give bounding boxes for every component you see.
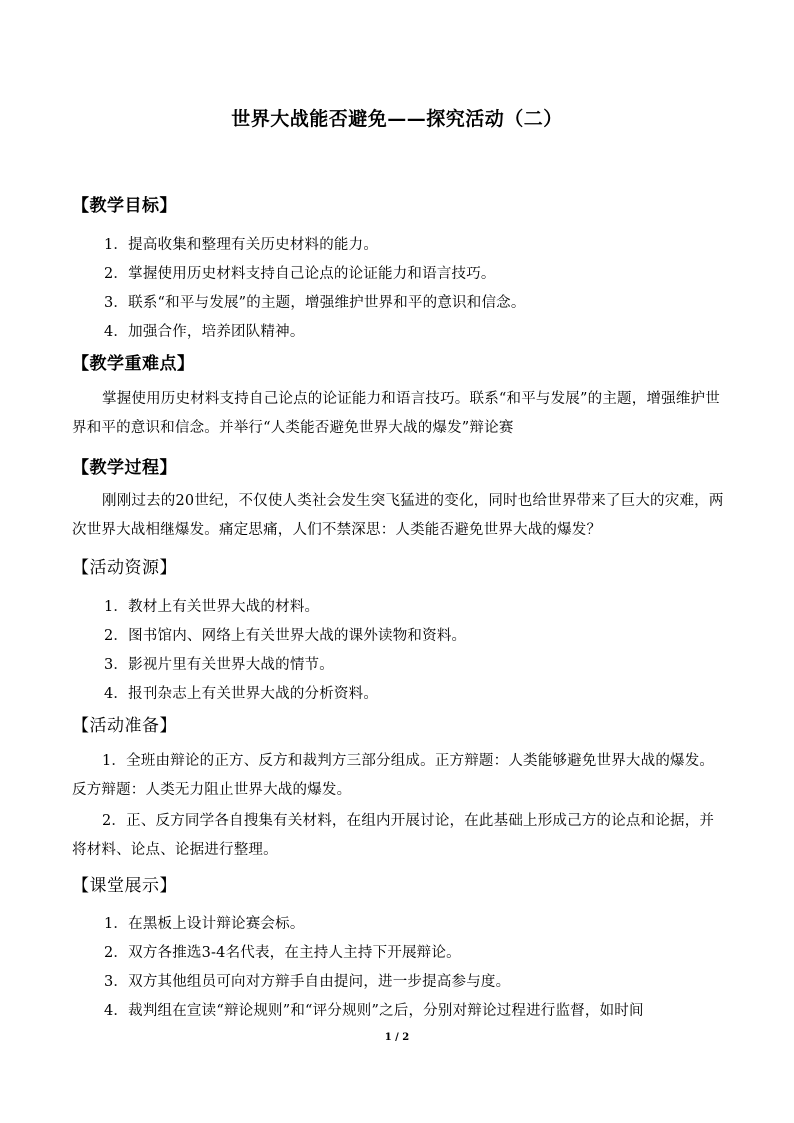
preparation-paragraph: 1．全班由辩论的正方、反方和裁判方三部分组成。正方辩题：人类能够避免世界大战的爆发。反方辩题：人类无力阻止世界大战的爆发。 <box>72 753 715 798</box>
resources-item: 3．影视片里有关世界大战的情节。 <box>104 657 334 673</box>
objectives-item: 2．掌握使用历史材料支持自己论点的论证能力和语言技巧。 <box>104 266 496 282</box>
resources-heading: 【活动资源】 <box>72 558 177 578</box>
process-paragraph: 刚刚过去的20世纪，不仅使人类社会发生突飞猛进的变化，同时也给世界带来了巨大的灾难，两次世界大战相继爆发。痛定思痛，人们不禁深思：人类能否避免世界大战的爆发？ <box>72 493 724 538</box>
display-item: 3．双方其他组员可向对方辩手自由提问，进一步提高参与度。 <box>104 974 511 990</box>
keypoints-paragraph: 掌握使用历史材料支持自己论点的论证能力和语言技巧。联系“和平与发展”的主题，增强维护世界和平的意识和信念。并举行“人类能否避免世界大战的爆发”辩论赛 <box>72 391 720 436</box>
resources-item: 2．图书馆内、网络上有关世界大战的课外读物和资料。 <box>104 628 467 644</box>
objectives-item: 3．联系“和平与发展”的主题，增强维护世界和平的意识和信念。 <box>104 295 526 311</box>
display-heading: 【课堂展示】 <box>72 876 177 896</box>
document-title: 世界大战能否避免——探究活动（二） <box>231 108 563 130</box>
objectives-heading: 【教学目标】 <box>72 196 177 216</box>
display-item: 2．双方各推选3-4名代表，在主持人主持下开展辩论。 <box>104 945 461 961</box>
keypoints-heading: 【教学重难点】 <box>72 354 195 374</box>
resources-item: 1．教材上有关世界大战的材料。 <box>104 599 320 615</box>
objectives-item: 1．提高收集和整理有关历史材料的能力。 <box>104 237 379 253</box>
display-item: 4．裁判组在宣读“辩论规则”和“评分规则”之后，分别对辩论过程进行监督，如时间 <box>104 1003 644 1019</box>
page-number: 1 / 2 <box>384 1032 410 1043</box>
process-heading: 【教学过程】 <box>72 458 177 478</box>
preparation-paragraph: 2．正、反方同学各自搜集有关材料，在组内开展讨论，在此基础上形成己方的论点和论据，并将材料、论点、论据进行整理。 <box>72 813 715 858</box>
resources-item: 4．报刊杂志上有关世界大战的分析资料。 <box>104 686 379 702</box>
preparation-heading: 【活动准备】 <box>72 716 177 736</box>
display-item: 1．在黑板上设计辩论赛会标。 <box>104 916 305 932</box>
objectives-item: 4．加强合作，培养团队精神。 <box>104 324 305 340</box>
